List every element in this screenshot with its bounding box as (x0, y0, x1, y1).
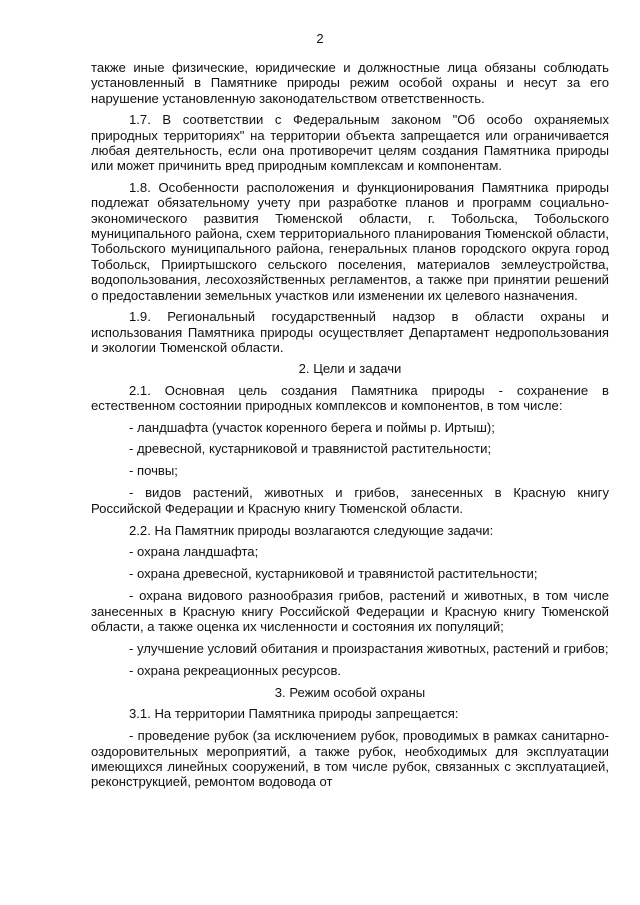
paragraph: также иные физические, юридические и должностные лица обязаны соблюдать установленный в Памятнике природы режим особой охраны и несут за его нарушение установленную законодательством ответственность. (91, 60, 609, 106)
list-item: - улучшение условий обитания и произрастания животных, растений и грибов; (129, 641, 609, 656)
list-item: - проведение рубок (за исключением рубок, проводимых в рамках санитарно-оздоровительных мероприятий, а также рубок, необходимых для эксплуатации имеющихся линейных сооружений, в том числе рубок, связанных с эксплуатацией, реконструкцией, ремонтом водовода от (91, 728, 609, 790)
page-number: 2 (316, 31, 324, 46)
list-item: 2.2. На Памятник природы возлагаются следующие задачи: (129, 522, 494, 538)
paragraph: 1.8. Особенности расположения и функционирования Памятника природы подлежат обязательному учету при разработке планов и программ социально-экономического развития Тюменской области, г. Тобольска, Тобольского муниципального района, схем территориального планирования Тюменской области, Тобольского муниципального района, генеральных планов городского округа город Тобольск, Прииртышского сельского поселения, материалов землеустройства, водопользования, лесохозяйственных регламентов, а также при принятии решений о предоставлении земельных участков или изменении их целевого назначения. (91, 179, 609, 303)
list-item: 3.1. На территории Памятника природы запрещается: (129, 706, 459, 722)
list-item: - охрана древесной, кустарниковой и травянистой растительности; (129, 566, 538, 582)
list-item: - охрана рекреационных ресурсов. (129, 662, 342, 678)
list-item: - охрана ландшафта; (129, 544, 259, 560)
list-item: - ландшафта (участок коренного берега и поймы р. Иртыш); (129, 419, 495, 435)
paragraph: 1.9. Региональный государственный надзор в области охраны и использования Памятника природы осуществляет Департамент недропользования и экологии Тюменской области. (91, 309, 609, 355)
paragraph: 2.1. Основная цель создания Памятника природы - сохранение в естественном состоянии природных комплексов и компонентов, в том числе: (91, 382, 609, 414)
section-heading: 2. Цели и задачи (298, 361, 402, 377)
list-item: - охрана видового разнообразия грибов, растений и животных, в том числе занесенных в Красную книгу Российской Федерации и Красную книгу Тюменской области, а также оценка их численности и состояния их популяций; (91, 588, 609, 635)
list-item: - видов растений, животных и грибов, занесенных в Красную книгу Российской Федерации и Красную книгу Тюменской области. (91, 485, 609, 516)
paragraph: 1.7. В соответствии с Федеральным законом "Об особо охраняемых природных территориях" на территории объекта запрещается или ограничивается любая деятельность, если она противоречит целям создания Памятника природы или может причинить вред природным комплексам и компонентам. (91, 112, 609, 174)
document-body (91, 60, 609, 796)
list-item: - почвы; (129, 463, 178, 479)
list-item: - древесной, кустарниковой и травянистой растительности; (129, 441, 492, 457)
section-heading: 3. Режим особой охраны (274, 684, 426, 700)
